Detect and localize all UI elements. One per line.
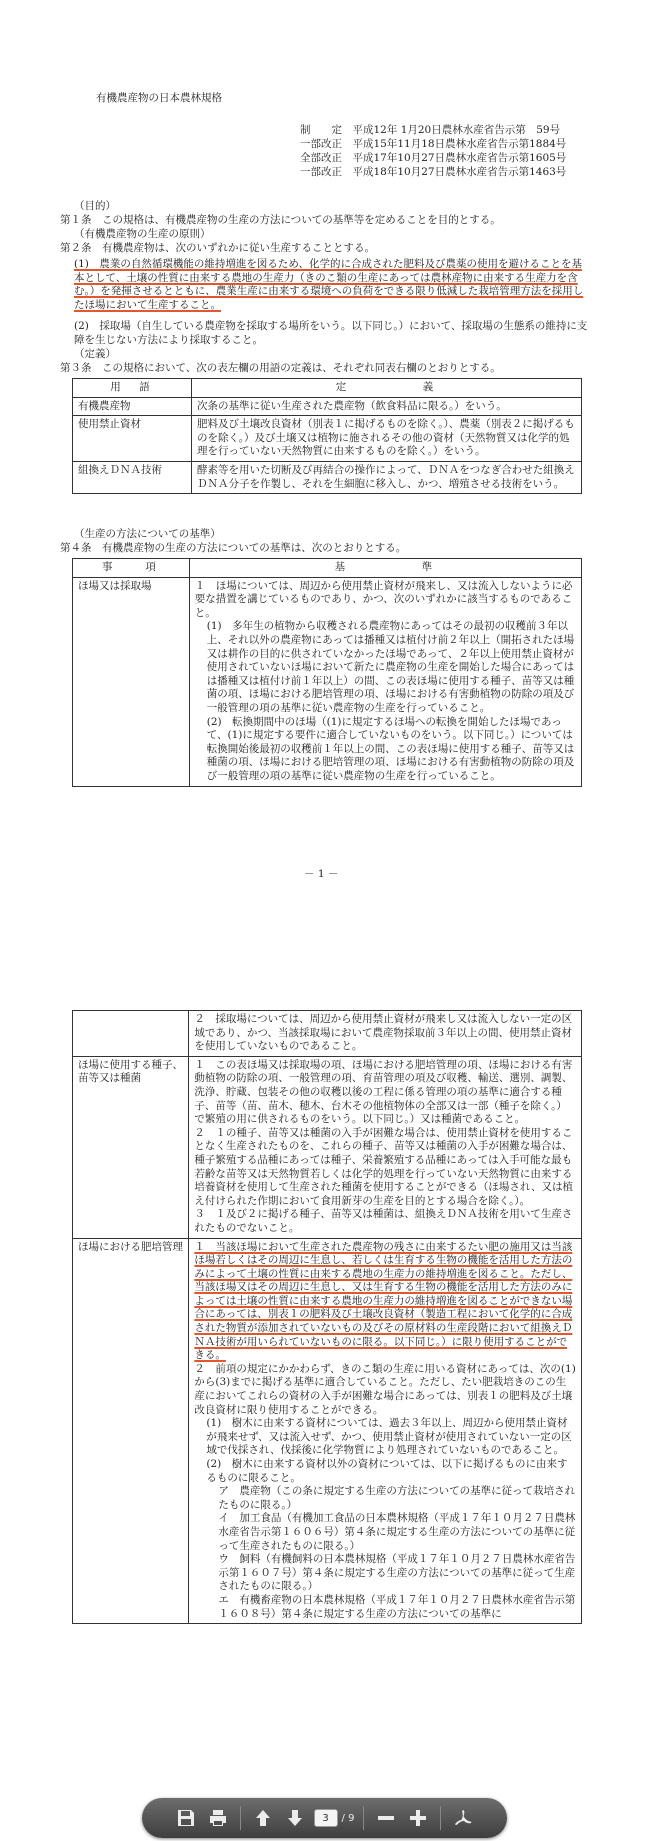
- standard-item: ２ １の種子、苗等又は種菌の入手が困難な場合は、使用禁止資材を使用することなく生産されたものを、これらの種子、苗等又は種菌の入手が困難な場合は、種子繁殖する品種にあっては種子、栄養繁殖する品種にあっては入手可能な最も若齢な苗等又は天然物質若しくは化学的処理を行っていない天然物質に由来する培養資材を使用して生産された種菌を使用することができる（ほ場され、又は植え付けられた作期において食用新芽の生産を目的とする場合を除く。）。: [194, 1126, 573, 1207]
- print-button[interactable]: [205, 1805, 231, 1831]
- table-row: [73, 461, 582, 493]
- table-row: [73, 1238, 582, 1624]
- table-header: 定 義: [192, 379, 582, 398]
- standard-item: ア 農産物（この条に規定する生産の方法についての基準に従って栽培されたものに限る。）: [218, 1485, 576, 1511]
- matter-cell: ほ場又は採取場: [73, 577, 190, 786]
- history-line: 全部改正 平成17年10月27日農林水産省告示第1605号: [300, 152, 567, 164]
- term-cell: 使用禁止資材: [73, 416, 192, 462]
- page-number: － 1 －: [304, 868, 339, 880]
- standard-item: (1) 樹木に由来する資材については、過去３年以上、周辺から使用禁止資材が飛来せず、又は流入せず、かつ、使用禁止資材が使用されていない一定の区域で伐採され、伐採後に化学物質により処理されていないものであること。: [206, 1417, 572, 1457]
- standard-item: ２ 採取場については、周辺から使用禁止資材が飛来し又は流入しない一定の区域であり、かつ、当該採取場において農産物採取前３年以上の間、使用禁止資材を使用していないものであること。: [194, 1013, 573, 1053]
- standard-cell: [189, 1056, 582, 1238]
- standard-item: ３ １及び２に掲げる種子、苗等又は種菌は、組換えＤＮＡ技術を用いて生産されたものでないこと。: [194, 1208, 573, 1234]
- next-page-button[interactable]: [282, 1805, 308, 1831]
- page-number-input[interactable]: [314, 1809, 338, 1827]
- table-header: 事 項: [73, 559, 190, 578]
- definition-cell: 肥料及び土壌改良資材（別表１に掲げるものを除く。）、農薬（別表２に掲げるものを除く。）及び土壌又は植物に施されるその他の資材（天然物質又は化学的処理を行っていない天然物質に由来するものを除く。）をいう。: [192, 416, 582, 462]
- article-1: 第１条 この規格は、有機農産物の生産の方法についての基準等を定めることを目的とする。: [60, 214, 501, 226]
- save-button[interactable]: [173, 1805, 199, 1831]
- arrow-up-icon: [253, 1808, 273, 1828]
- previous-page-button[interactable]: [250, 1805, 276, 1831]
- open-in-acrobat-button[interactable]: [450, 1805, 476, 1831]
- zoom-in-icon: [408, 1808, 428, 1828]
- table-row: [73, 416, 582, 462]
- standards-table-continued: [72, 1010, 582, 1624]
- standard-cell: [189, 1011, 582, 1057]
- term-cell: 有機農産物: [73, 397, 192, 416]
- article-2: 第２条 有機農産物は、次のいずれかに従い生産することとする。: [60, 242, 375, 254]
- standard-item: イ 加工食品（有機加工食品の日本農林規格（平成１７年１０月２７日農林水産省告示第１６０６号）第４条に規定する生産の方法についての基準に従って生産されたものに限る。）: [218, 1512, 576, 1552]
- standard-item: １ ほ場については、周辺から使用禁止資材が飛来し、又は流入しないように必要な措置を講じているものであり、かつ、次のいずれかに該当するものであること。: [194, 579, 573, 619]
- standard-item: ウ 飼料（有機飼料の日本農林規格（平成１７年１０月２７日農林水産省告示第１６０７号）第４条に規定する生産の方法についての基準に従って生産されたものに限る。）: [218, 1553, 576, 1593]
- history-line: 一部改正 平成15年11月18日農林水産省告示第1884号: [300, 138, 567, 150]
- zoom-out-button[interactable]: [373, 1805, 399, 1831]
- standard-item: １ この表ほ場又は採取場の項、ほ場における肥培管理の項、ほ場における有害動植物の防除の項、一般管理の項、育苗管理の項及び収穫、輸送、選別、調製、洗浄、貯蔵、包装その他の収穫以後の工程に係る管理の項の基準に適合する種子、苗等（苗、苗木、穂木、台木その他植物体の全部又は一部（種子を除く。）で繁殖の用に供されるものをいう。以下同じ。）又は種菌であること。: [194, 1058, 573, 1126]
- table-row: [73, 397, 582, 416]
- section-heading: （有機農産物の生産の原則）: [74, 228, 211, 240]
- article-2-item-2: (2) 採取場（自生している農産物を採取する場所をいう。以下同じ。）において、採取場の生態系の維持に支障を生じない方法により採取すること。: [74, 320, 588, 346]
- arrow-down-icon: [285, 1808, 305, 1828]
- standards-table: [72, 558, 582, 787]
- standard-cell: [189, 577, 581, 786]
- standard-item: エ 有機畜産物の日本農林規格（平成１７年１０月２７日農林水産省告示第１６０８号）第４条に規定する生産の方法についての基準に: [218, 1593, 576, 1620]
- acrobat-icon: [453, 1808, 473, 1828]
- term-cell: 組換えＤＮＡ技術: [73, 461, 192, 493]
- document-title: 有機農産物の日本農林規格: [96, 92, 222, 104]
- zoom-out-icon: [376, 1808, 396, 1828]
- table-header: 用 語: [73, 379, 192, 398]
- article-3: 第３条 この規格において、次の表左欄の用語の定義は、それぞれ同表右欄のとおりとする。: [60, 362, 501, 374]
- standard-item: (2) 転換期間中のほ場（(1)に規定するほ場への転換を開始したほ場であって、(1)に規定する要件に適合していないものをいう。以下同じ。）については転換開始後最初の収穫前１年以上の間、この表ほ場に使用する種子、苗等又は種菌の項、ほ場における肥培管理の項、ほ場における有害動植物の防除の項及び一般管理の項の基準に従い農産物の生産を行っていること。: [206, 715, 575, 782]
- save-icon: [176, 1808, 196, 1828]
- standard-cell: [189, 1238, 582, 1624]
- toolbar-divider: [363, 1806, 364, 1830]
- pdf-page-1: [0, 0, 652, 900]
- matter-cell: ほ場における肥培管理: [73, 1238, 189, 1624]
- article-4: 第４条 有機農産物の生産の方法についての基準は、次のとおりとする。: [60, 542, 407, 554]
- section-heading: （定義）: [74, 348, 116, 360]
- pdf-toolbar: [142, 1798, 507, 1838]
- toolbar-divider: [440, 1806, 441, 1830]
- table-row: [73, 1011, 582, 1057]
- history-line: 一部改正 平成18年10月27日農林水産省告示第1463号: [300, 166, 567, 178]
- section-heading: （目的）: [74, 200, 116, 212]
- print-icon: [208, 1808, 228, 1828]
- standard-item: １ 当該ほ場において生産された農産物の残さに由来するたい肥の施用又は当該ほ場若しくはその周辺に生息し、若しくは生育する生物の機能を活用した方法のみによって土壌の性質に由来する農地の生産力の維持増進を図ること。ただし、当該ほ場又はその周辺に生息し、又は生育する生物の機能を活用した方法のみによっては土壌の性質に由来する農地の生産力の維持増進を図ることができない場合にあっては、別表１の肥料及び土壌改良資材（製造工程において化学的に合成された物質が添加されていないもの及びその原材料の生産段階において組換えＤＮＡ技術が用いられていないものに限る。以下同じ。）に限り使用することができる。: [194, 1240, 573, 1362]
- standard-item: ２ 前項の規定にかかわらず、きのこ類の生産に用いる資材にあっては、次の(1)から(3)までに掲げる基準に適合していること。ただし、たい肥栽培きのこの生産においてこれらの資材の入手が困難な場合にあっては、別表１の肥料及び土壌改良資材に限り使用することができる。: [194, 1362, 576, 1416]
- definition-cell: 次条の基準に従い生産された農産物（飲食料品に限る。）をいう。: [192, 397, 582, 416]
- table-row: [73, 577, 582, 786]
- pdf-page-2: [0, 900, 652, 1841]
- standard-item: (1) 多年生の植物から収穫される農産物にあってはその最初の収穫前３年以上、それ以外の農産物にあっては播種又は植付け前２年以上（開拓されたほ場又は耕作の目的に供されていなかったほ場であって、２年以上使用禁止資材が使用されていないほ場において新たに農産物の生産を開始した場合にあってはは播種又は植付け前１年以上）の間、この表ほ場に使用する種子、苗等又は種菌の項、ほ場における肥培管理の項、ほ場における有害動植物の防除の項及び一般管理の項の基準に従い農産物の生産を行っていること。: [206, 620, 575, 714]
- table-header: 基 準: [189, 559, 581, 578]
- section-heading: （生産の方法についての基準）: [74, 528, 221, 540]
- history-line: 制 定 平成12年 1月20日農林水産省告示第 59号: [300, 124, 561, 136]
- definition-cell: 酵素等を用いた切断及び再結合の操作によって、ＤＮＡをつなぎ合わせた組換えＤＮＡ分子を作製し、それを生細胞に移入し、かつ、増殖させる技術をいう。: [192, 461, 582, 493]
- standard-item: (2) 樹木に由来する資材以外の資材については、以下に掲げるものに由来するものに限ること。: [206, 1458, 568, 1484]
- total-pages: / 9: [341, 1812, 355, 1824]
- matter-cell: [73, 1011, 189, 1057]
- page-indicator: [314, 1809, 355, 1827]
- matter-cell: ほ場に使用する種子、苗等又は種菌: [73, 1056, 189, 1238]
- table-row: [73, 1056, 582, 1238]
- zoom-in-button[interactable]: [405, 1805, 431, 1831]
- article-2-item-1: (1) 農業の自然循環機能の維持増進を図るため、化学的に合成された肥料及び農薬の使用を避けることを基本として、土壌の性質に由来する農地の生産力（きのこ類の生産にあっては農林産物に由来する生産力を含む。）を発揮させるとともに、農業生産に由来する環境への負荷をできる限り低減した栽培管理方法を採用したほ場において生産すること。: [74, 258, 584, 311]
- toolbar-divider: [240, 1806, 241, 1830]
- definition-table: [72, 378, 582, 494]
